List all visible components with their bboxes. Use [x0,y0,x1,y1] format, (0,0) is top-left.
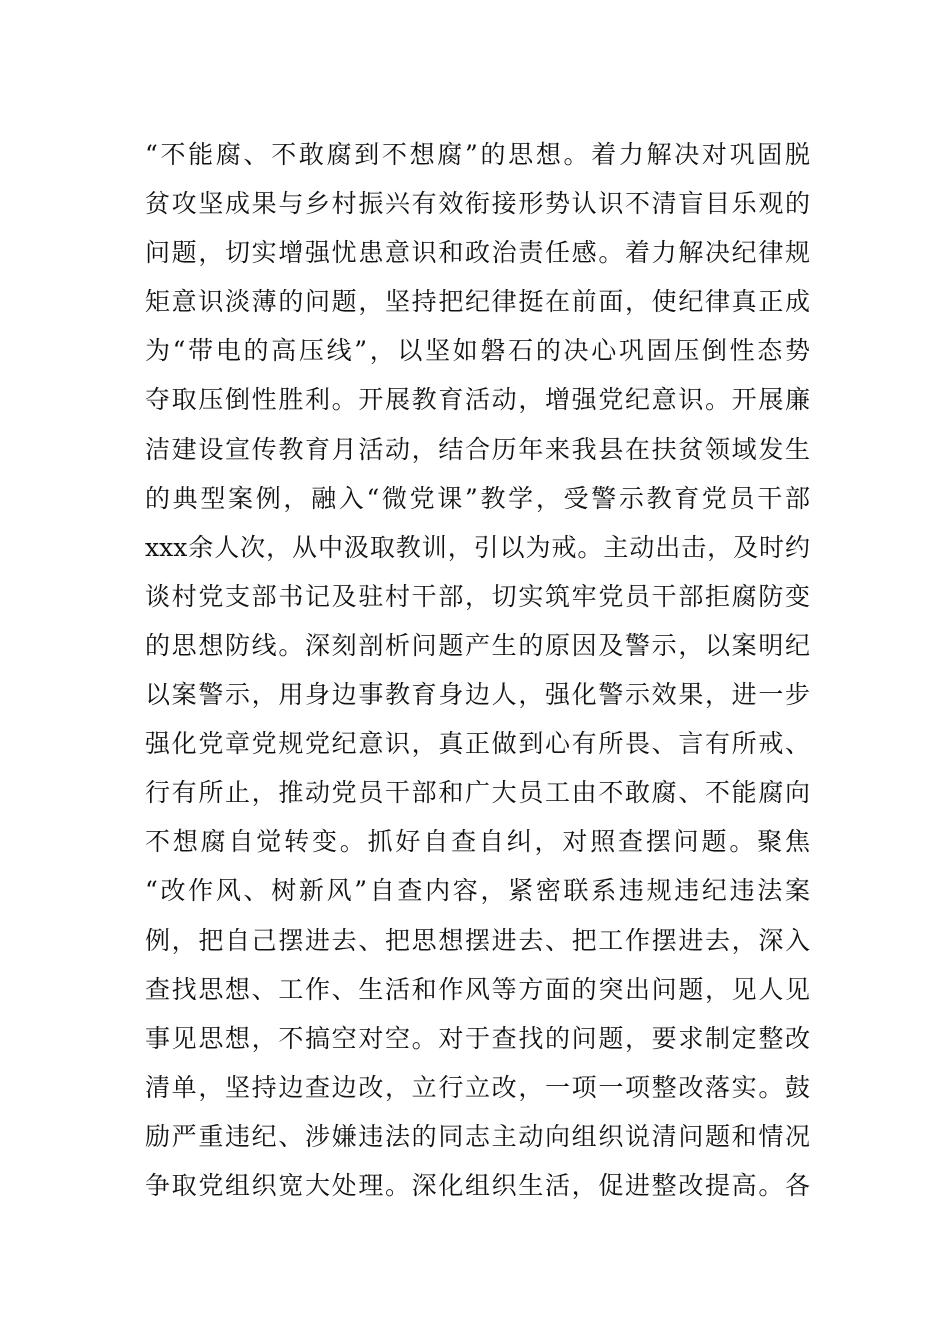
text-line: 矩意识淡薄的问题，坚持把纪律挺在前面，使纪律真正成 [145,287,810,317]
text-line: 励严重违纪、涉嫌违法的同志主动向组织说清问题和情况 [145,1121,810,1151]
text-line: “改作风、树新风”自查内容，紧密联系违规违纪违法案 [145,876,810,906]
text-line: 洁建设宣传教育月活动，结合历年来我县在扶贫领域发生 [145,434,810,464]
body-text [145,130,810,1210]
text-line: 查找思想、工作、生活和作风等方面的突出问题，见人见 [145,974,810,1004]
text-line: 例，把自己摆进去、把思想摆进去、把工作摆进去，深入 [145,925,810,955]
text-line: 为“带电的高压线”，以坚如磐石的决心巩固压倒性态势 [145,336,810,366]
text-line: 争取党组织宽大处理。深化组织生活，促进整改提高。各 [145,1170,810,1200]
text-line: 问题，切实增强忧患意识和政治责任感。着力解决纪律规 [145,238,810,268]
text-line: 行有所止，推动党员干部和广大员工由不敢腐、不能腐向 [145,778,810,808]
text-line: “不能腐、不敢腐到不想腐”的思想。着力解决对巩固脱 [145,140,810,169]
text-line: 谈村党支部书记及驻村干部，切实筑牢党员干部拒腐防变 [145,581,810,611]
text-line: 不想腐自觉转变。抓好自查自纠，对照查摆问题。聚焦 [145,827,810,857]
text-line: 事见思想，不搞空对空。对于查找的问题，要求制定整改 [145,1023,810,1053]
text-line: 以案警示，用身边事教育身边人，强化警示效果，进一步 [145,680,810,710]
text-line: xxx余人次，从中汲取教训，引以为戒。主动出击，及时约 [145,532,810,562]
text-line: 的思想防线。深刻剖析问题产生的原因及警示，以案明纪 [145,630,810,660]
text-line: 贫攻坚成果与乡村振兴有效衔接形势认识不清盲目乐观的 [145,189,810,219]
text-line: 强化党章党规党纪意识，真正做到心有所畏、言有所戒、 [145,729,810,759]
text-line: 清单，坚持边查边改，立行立改，一项一项整改落实。鼓 [145,1072,810,1102]
text-line: 的典型案例，融入“微党课”教学，受警示教育党员干部 [145,483,810,513]
text-line: 夺取压倒性胜利。开展教育活动，增强党纪意识。开展廉 [145,385,810,415]
